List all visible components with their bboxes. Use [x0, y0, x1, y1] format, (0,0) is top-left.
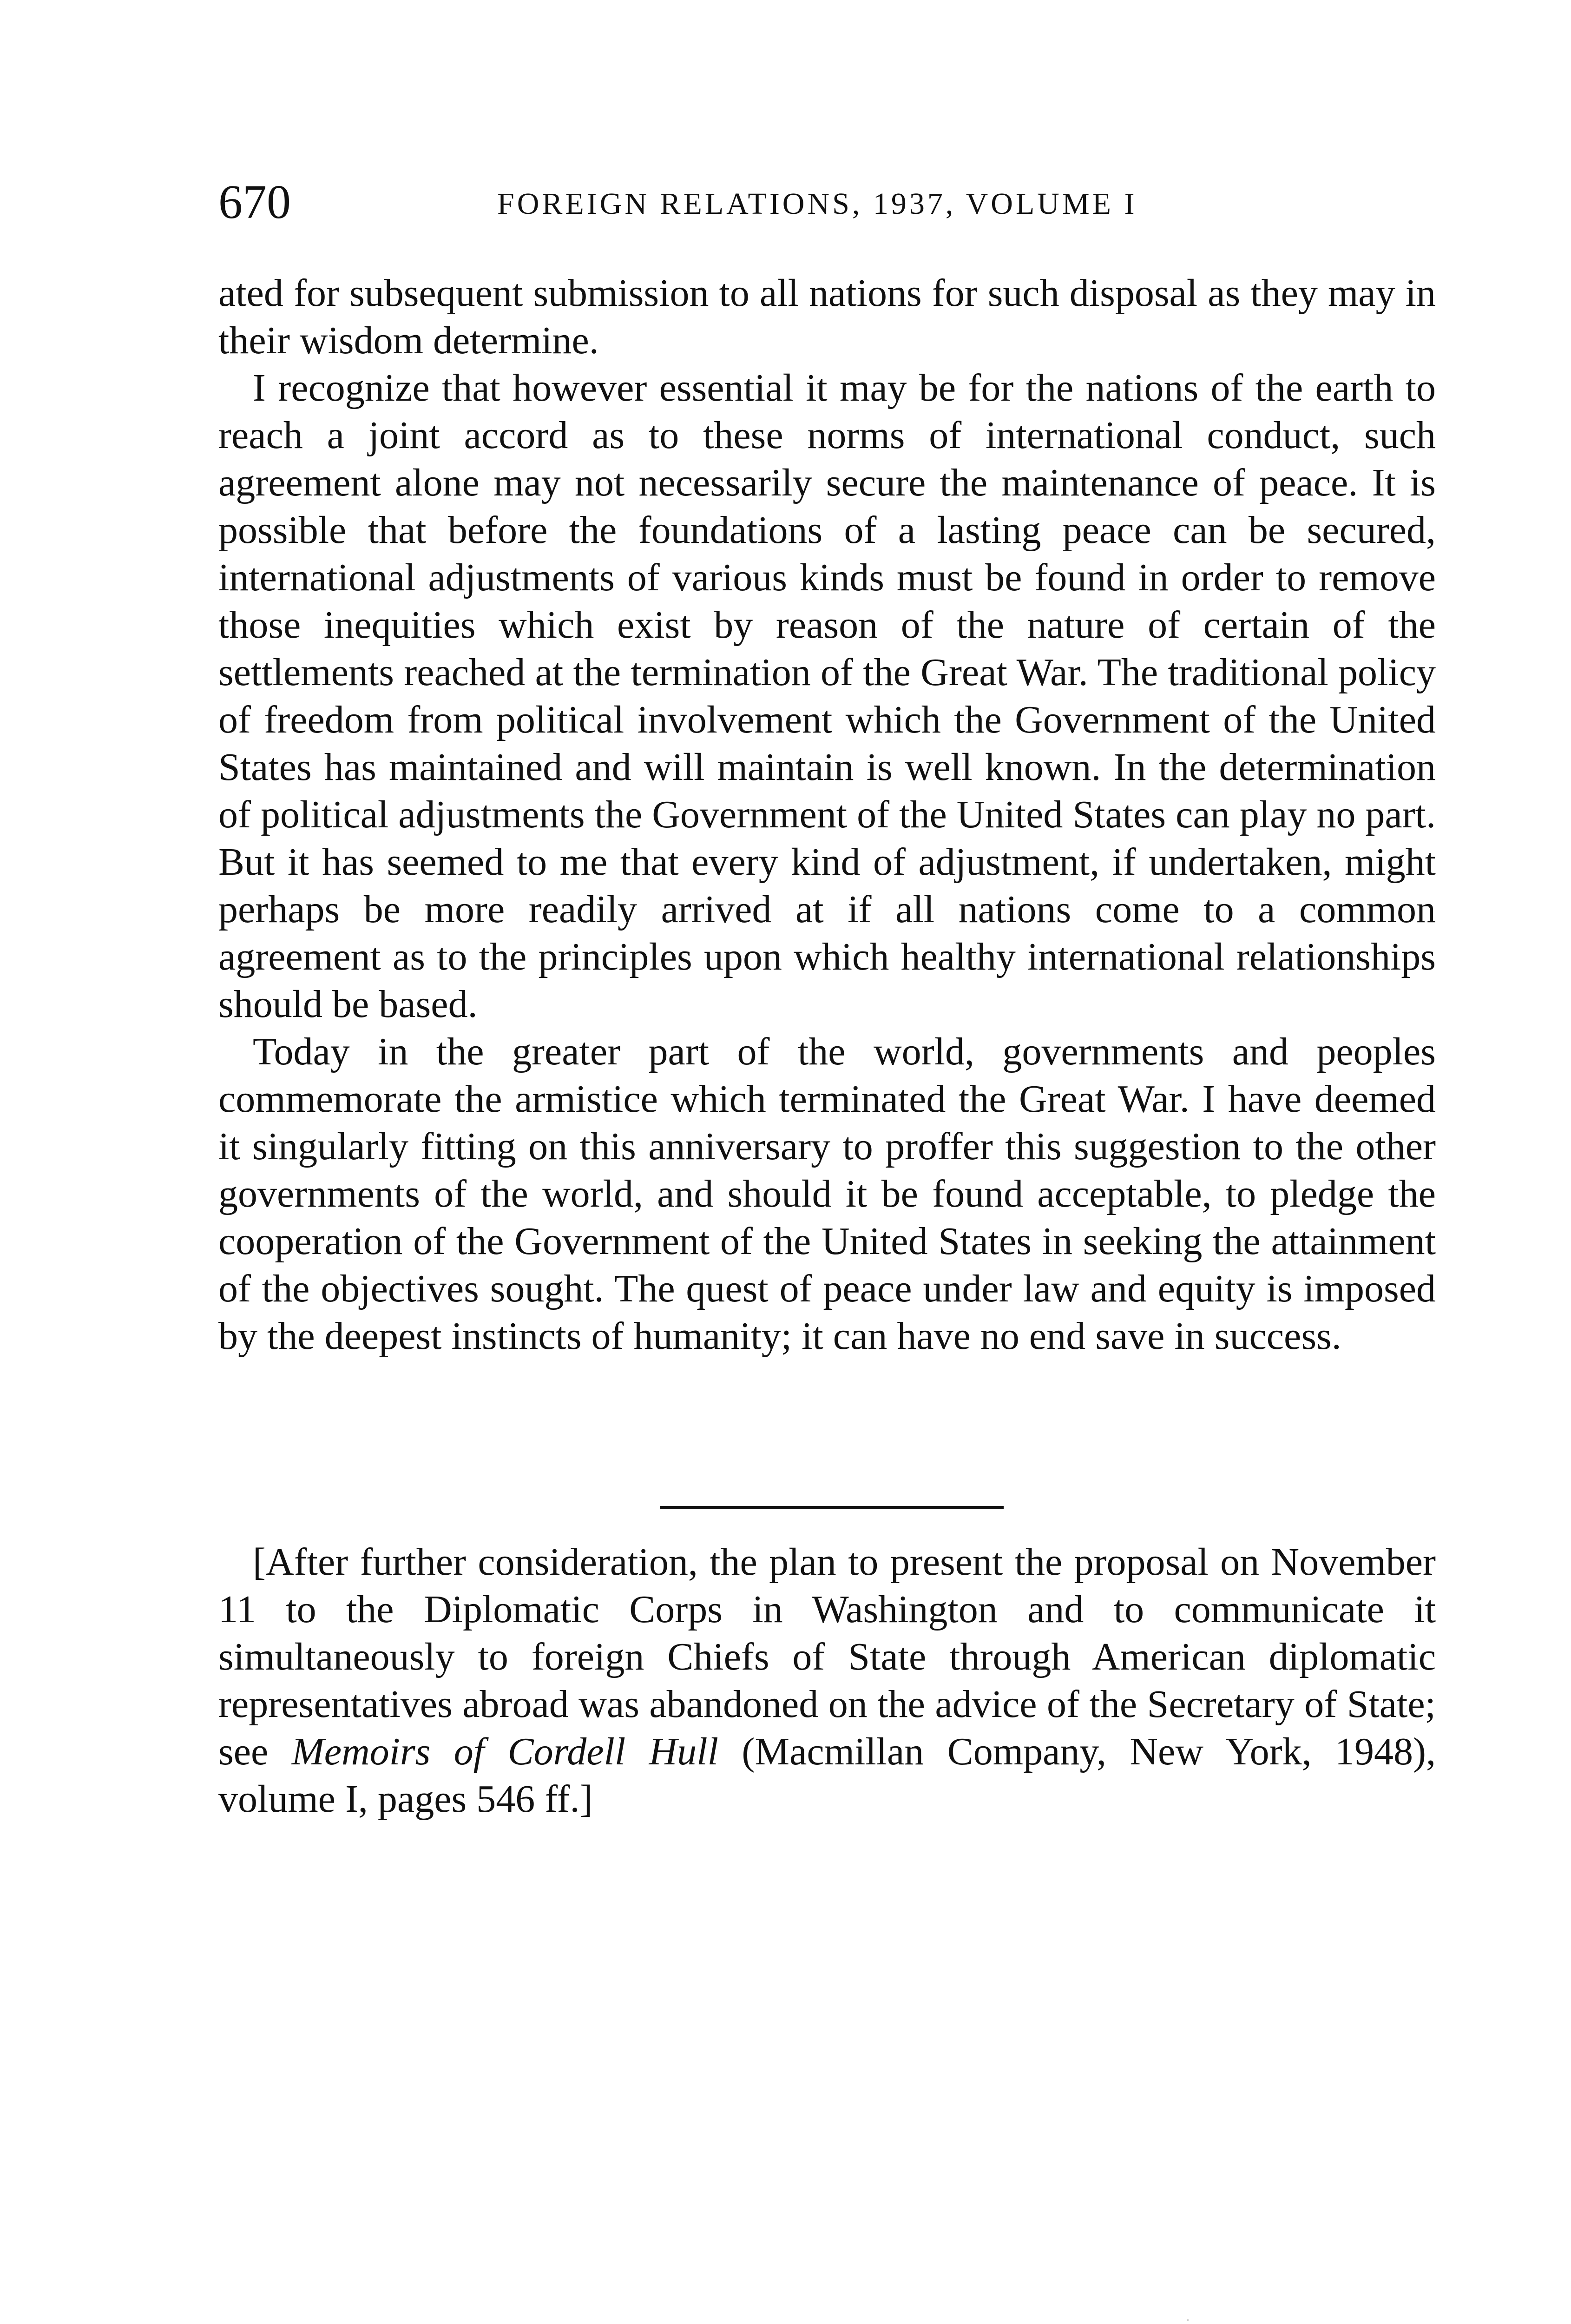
memoir-title: Memoirs of Cordell Hull [291, 1730, 718, 1773]
paragraph-armistice: Today in the greater part of the world, governments and peoples commemorate the armistice which terminated the Great War. I have deemed it singularly fitting on this anniversary to proffer this suggestion to the other governments of the world, and should it be found acceptable, to pledge the cooperation of the Government of the United States in seeking the attainment of the objectives sought. The quest of peace under law and equity is imposed by the deepest instincts of humanity; it can have no end save in success. [218, 1030, 1436, 1358]
page-number: 670 [218, 175, 291, 229]
note-text-after: (Macmillan Company, New York, 1948), volume I, pages 546 ff.] [218, 1730, 1436, 1821]
running-head [218, 172, 1436, 232]
scan-speck [1187, 2319, 1189, 2321]
editorial-note-paragraph [218, 1538, 1436, 1823]
paragraph-continuation: ated for subsequent submission to all nations for such disposal as they may in their wisdom determine. [218, 271, 1436, 362]
note-text-before: [After further consideration, the plan to present the proposal on November 11 to the Diplomatic Corps in Washington and to communicate it simultaneously to foreign Chiefs of State through American diplomatic representatives abroad was abandoned on the advice of the Secretary of State; see [218, 1540, 1436, 1773]
running-title: FOREIGN RELATIONS, 1937, VOLUME I [497, 187, 1137, 221]
editorial-note [218, 1538, 1436, 1823]
paragraph-norms: I recognize that however essential it may be for the nations of the earth to reach a joint accord as to these norms of international conduct, such agreement alone may not necessarily secure the maintenance of peace. It is possible that before the foundations of a lasting peace can be secured, international adjustments of various kinds must be found in order to remove those inequities which exist by reason of the nature of certain of the settlements reached at the termination of the Great War. The traditional policy of freedom from political involvement which the Government of the United States has maintained and will maintain is well known. In the determination of political adjustments the Government of the United States can play no part. But it has seemed to me that every kind of adjustment, if undertaken, might perhaps be more readily arrived at if all nations come to a common agreement as to the principles upon which healthy international relationships should be based. [218, 366, 1436, 1026]
section-divider [660, 1506, 1004, 1509]
body-text [218, 270, 1436, 1360]
